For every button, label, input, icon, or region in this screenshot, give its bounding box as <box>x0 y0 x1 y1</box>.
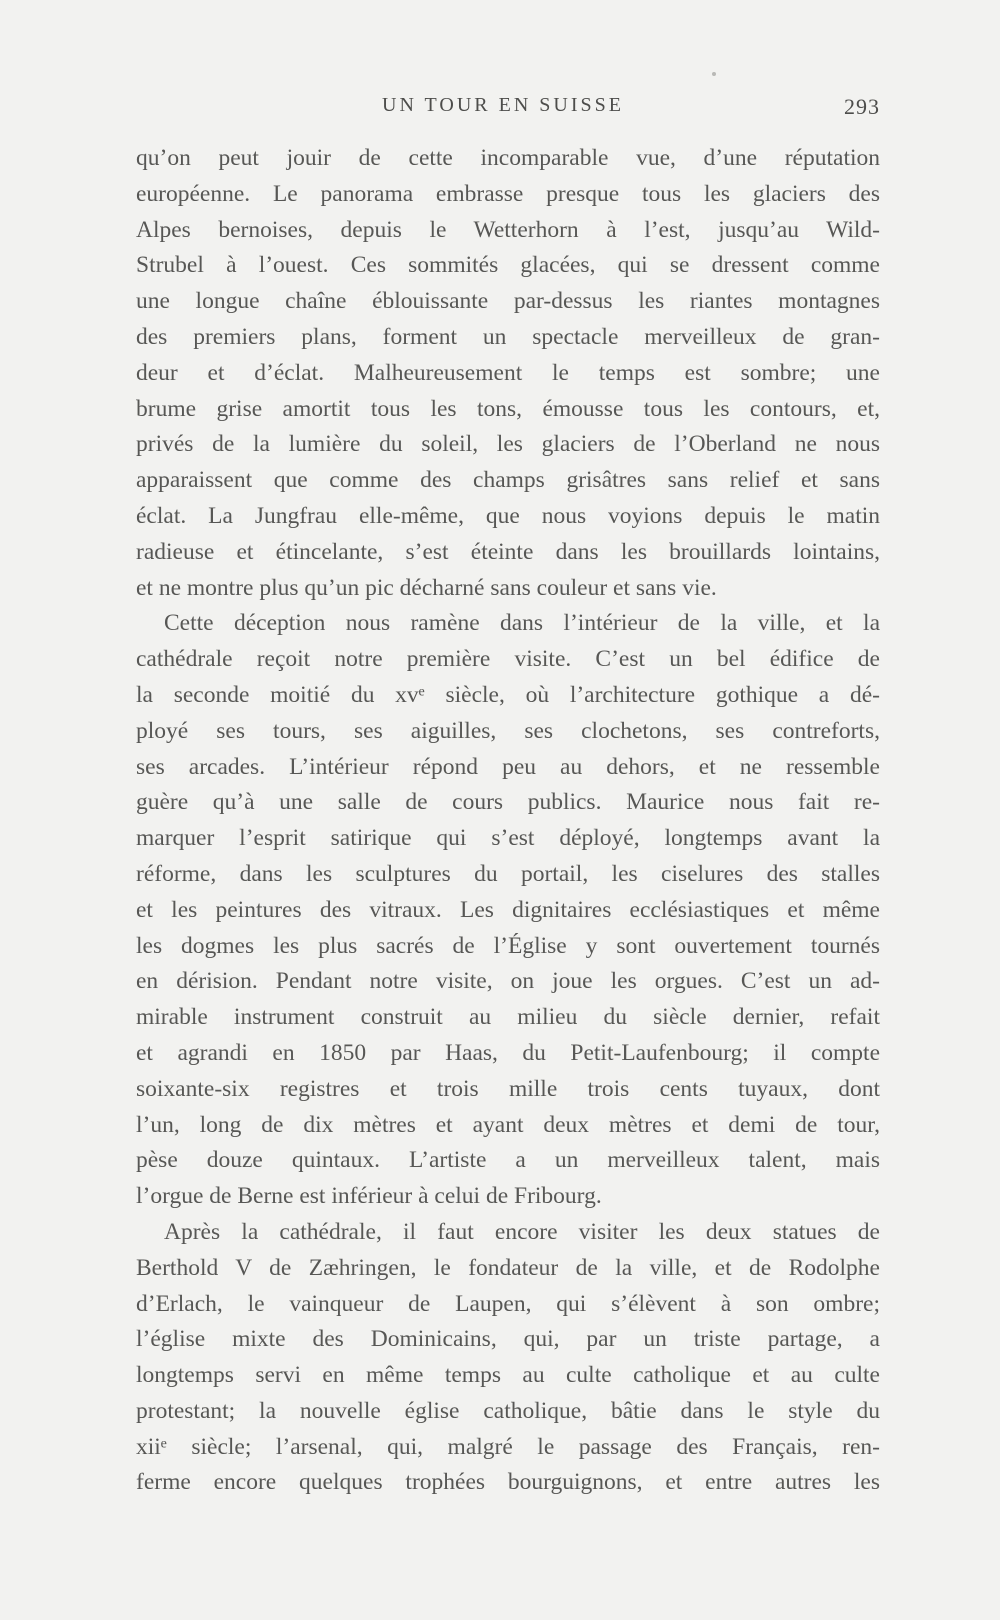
text-line: en dérision. Pendant notre visite, on joue les orgues. C’est un ad- <box>136 968 880 995</box>
text-line: soixante-six registres et trois mille trois cents tuyaux, dont <box>136 1075 880 1102</box>
paragraph-1 <box>136 141 880 606</box>
text-line: apparaissent que comme des champs grisâtres sans relief et sans <box>136 467 880 494</box>
text-line: d’Erlach, le vainqueur de Laupen, qui s’élèvent à son ombre; <box>136 1290 880 1317</box>
text-line: et les peintures des vitraux. Les dignitaires ecclésiastiques et même <box>136 896 880 923</box>
text-line: mirable instrument construit au milieu du siècle dernier, refait <box>136 1004 880 1031</box>
running-title: UN TOUR EN SUISSE <box>382 94 624 116</box>
text-line: qu’on peut jouir de cette incomparable vue, d’une réputation <box>136 145 880 171</box>
text-line: des premiers plans, forment un spectacle merveilleux de gran- <box>136 323 880 350</box>
text-line: Après la cathédrale, il faut encore visiter les deux statues de <box>164 1218 880 1245</box>
text-line: l’orgue de Berne est inférieur à celui de Fribourg. <box>136 1183 602 1210</box>
text-line: ses arcades. L’intérieur répond peu au dehors, et ne ressemble <box>136 753 880 780</box>
text-line: l’un, long de dix mètres et ayant deux mètres et demi de tour, <box>136 1111 880 1138</box>
text-line: et ne montre plus qu’un pic décharné sans couleur et sans vie. <box>136 574 717 601</box>
text-line: Cette déception nous ramène dans l’intérieur de la ville, et la <box>164 610 880 637</box>
text-line: et agrandi en 1850 par Haas, du Petit-Laufenbourg; il compte <box>136 1039 880 1066</box>
text-line: pèse douze quintaux. L’artiste a un merveilleux talent, mais <box>136 1147 880 1174</box>
text-line: les dogmes les plus sacrés de l’Église y sont ouvertement tournés <box>136 932 880 959</box>
text-line: Berthold V de Zæhringen, le fondateur de la ville, et de Rodolphe <box>136 1254 880 1281</box>
text-line: deur et d’éclat. Malheureusement le temps est sombre; une <box>136 359 880 386</box>
paper-speck <box>712 72 716 76</box>
text-line: longtemps servi en même temps au culte catholique et au culte <box>136 1362 880 1389</box>
text-line: l’église mixte des Dominicains, qui, par un triste partage, a <box>136 1326 880 1353</box>
paragraph-3 <box>136 1215 880 1501</box>
text-line: marquer l’esprit satirique qui s’est déployé, longtemps avant la <box>136 825 880 852</box>
text-line: privés de la lumière du soleil, les glaciers de l’Oberland ne nous <box>136 431 880 458</box>
text-line: brume grise amortit tous les tons, émousse tous les contours, et, <box>136 395 880 422</box>
text-line: protestant; la nouvelle église catholique, bâtie dans le style du <box>136 1397 880 1424</box>
text-line: cathédrale reçoit notre première visite. C’est un bel édifice de <box>136 646 880 673</box>
text-line: ployé ses tours, ses aiguilles, ses clochetons, ses contreforts, <box>136 717 880 744</box>
text-line: la seconde moitié du xvᵉ siècle, où l’architecture gothique a dé- <box>136 681 880 708</box>
text-line: une longue chaîne éblouissante par-dessus les riantes montagnes <box>136 288 880 315</box>
page-number: 293 <box>844 94 880 119</box>
text-line: européenne. Le panorama embrasse presque tous les glaciers des <box>136 180 880 207</box>
text-line: Alpes bernoises, depuis le Wetterhorn à l’est, jusqu’au Wild- <box>136 216 880 243</box>
text-line: Strubel à l’ouest. Ces sommités glacées, qui se dressent comme <box>136 252 880 279</box>
running-header <box>136 94 880 124</box>
text-line: xiiᵉ siècle; l’arsenal, qui, malgré le passage des Français, ren- <box>136 1433 880 1460</box>
text-line: réforme, dans les sculptures du portail, les ciselures des stalles <box>136 860 880 887</box>
text-line: guère qu’à une salle de cours publics. Maurice nous fait re- <box>136 789 880 816</box>
text-line: radieuse et étincelante, s’est éteinte dans les brouillards lointains, <box>136 538 880 565</box>
text-line: éclat. La Jungfrau elle-même, que nous voyions depuis le matin <box>136 502 880 529</box>
body-text <box>136 141 880 1501</box>
paragraph-2 <box>136 606 880 1215</box>
text-line: ferme encore quelques trophées bourguignons, et entre autres les <box>136 1469 880 1496</box>
